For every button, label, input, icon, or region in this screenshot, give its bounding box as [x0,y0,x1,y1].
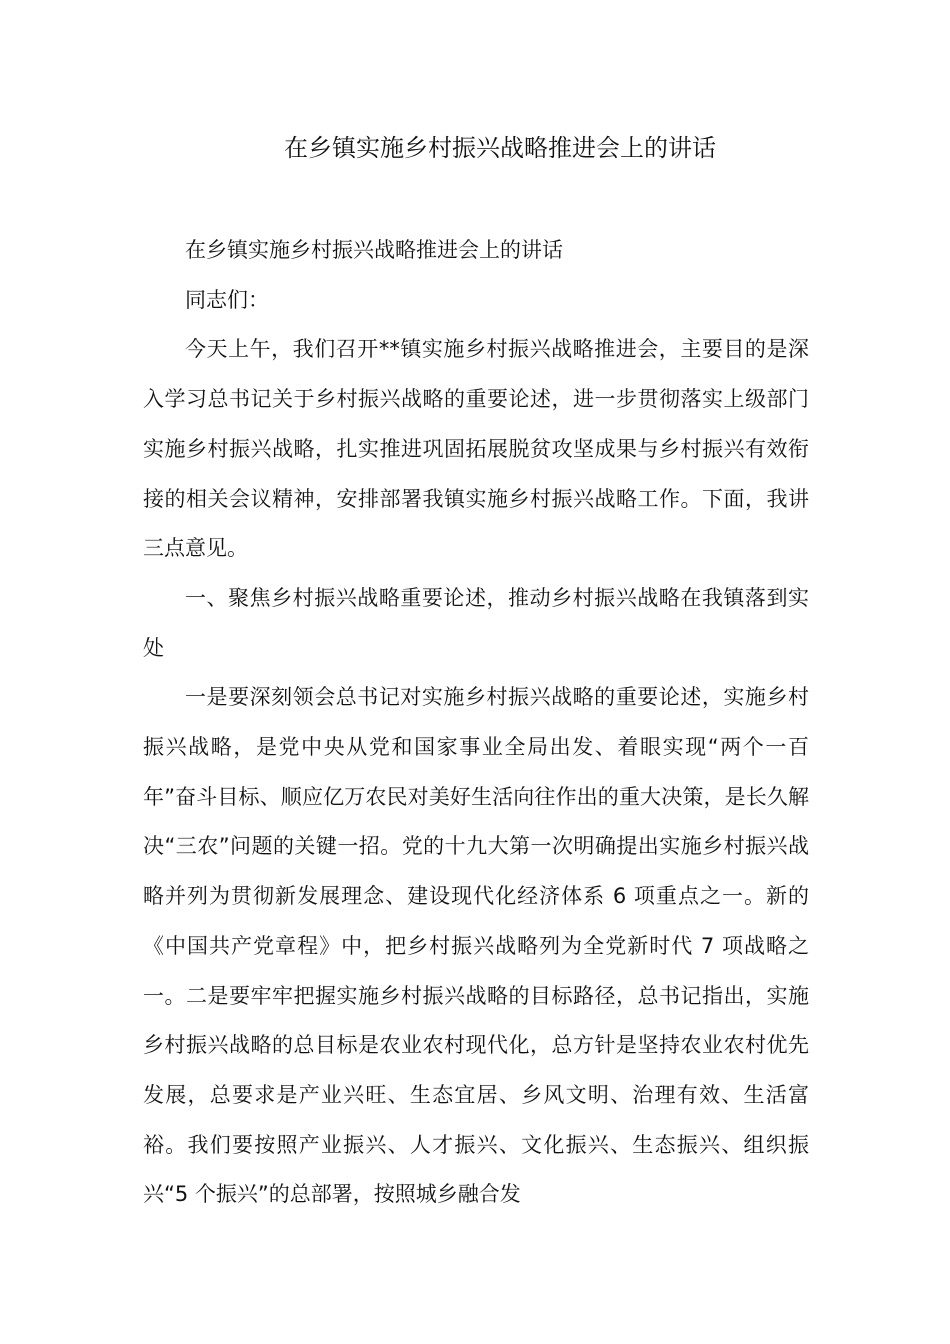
paragraph-salutation: 同志们： [185,287,269,312]
paragraph-body: 一是要深刻领会总书记对实施乡村振兴战略的重要论述，实施乡村振兴战略，是党中央从党和国家事业全局出发、着眼实现“两个一百年”奋斗目标、顺应亿万农民对美好生活向往作出的重大决策，是长久解决“三农”问题的关键一招。党的十九大第一次明确提出实施乡村振兴战略并列为贯彻新发展理念、建设现代化经济体系 6 项重点之一。新的《中国共产党章程》中，把乡村振兴战略列为全党新时代 7 项战略之一。二是要牢牢把握实施乡村振兴战略的目标路径，总书记指出，实施乡村振兴战略的总目标是农业农村现代化，总方针是坚持农业农村优先发展，总要求是产业兴旺、生态宜居、乡风文明、治理有效、生活富裕。我们要按照产业振兴、人才振兴、文化振兴、生态振兴、组织振兴“5 个振兴”的总部署，按照城乡融合发 [143,685,809,1207]
paragraph-subtitle: 在乡镇实施乡村振兴战略推进会上的讲话 [185,238,563,262]
paragraph-intro: 今天上午，我们召开**镇实施乡村振兴战略推进会，主要目的是深入学习总书记关于乡村振兴战略的重要论述，进一步贯彻落实上级部门实施乡村振兴战略，扎实推进巩固拓展脱贫攻坚成果与乡村振兴有效衔接的相关会议精神，安排部署我镇实施乡村振兴战略工作。下面，我讲三点意见。 [143,337,809,561]
paragraph-section-heading: 一、聚焦乡村振兴战略重要论述，推动乡村振兴战略在我镇落到实处 [143,585,809,660]
document-title: 在乡镇实施乡村振兴战略推进会上的讲话 [284,134,716,162]
document-body [143,226,809,1220]
